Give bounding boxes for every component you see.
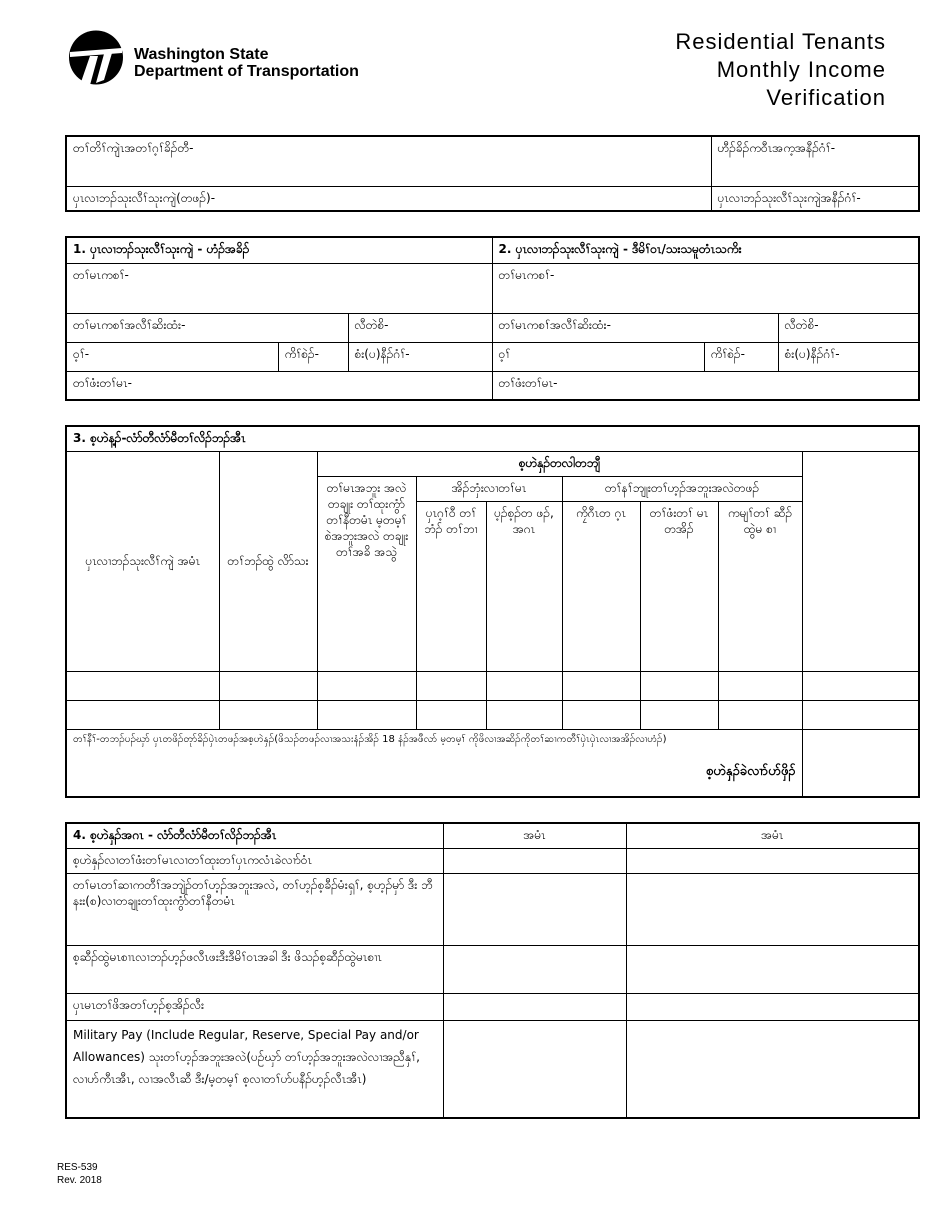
s2-zip-field[interactable] — [778, 342, 919, 371]
section2-heading: 2. ပှၤလၢဘၣ်သုးလီၢ်သုးကျဲ - ဒီမိၢ်ဝၤ/သးသမူတံၤသကိး — [492, 237, 919, 263]
table-cell[interactable] — [626, 848, 919, 873]
wsdot-logo-icon — [66, 30, 126, 85]
s1-state-label: ကိၢ်စဲၣ်- — [284, 346, 319, 361]
table-cell[interactable] — [443, 945, 626, 993]
table-cell[interactable] — [626, 945, 919, 993]
s1-state-field[interactable] — [278, 342, 348, 371]
s1-phone-label: လီတဲစိ- — [354, 317, 389, 332]
row-employment-income: စ့ဟဲနှၣ်လၢတၢ်ဖံးတၢ်မၤလၢတၢ်ထုးတၢ်ပှၤကလံၤခဲလၢာ်ဝံၤ — [66, 848, 443, 873]
col-blank — [802, 451, 919, 671]
col-support: ကမျၢ်တၢ် ဆီၣ်ထွဲမ စၢ — [718, 501, 802, 671]
s1-job-title-field[interactable] — [66, 371, 492, 400]
table-cell[interactable] — [443, 1020, 626, 1118]
table-row — [66, 671, 919, 700]
col-pension: ပ့ၣ်စ့ၣ်တ ဖၣ်, အဂၤ — [486, 501, 562, 671]
employer-table — [65, 236, 920, 401]
parcel-number-field[interactable] — [711, 136, 919, 186]
table-row — [66, 700, 919, 729]
displacee-number-label: ပှၤလၢဘၣ်သုးလီၢ်သုးကျဲအနီၣ်ဂံၢ်- — [717, 190, 861, 205]
table-cell[interactable] — [443, 993, 626, 1020]
s2-employer-address-label: တၢ်မၤကစၢ်အလီၢ်ဆိးထံး- — [498, 317, 611, 332]
table-cell[interactable] — [317, 671, 416, 700]
section4-table — [65, 822, 920, 1119]
agency-name — [134, 46, 359, 80]
section3-heading: 3. စ့ဟဲန့ၣ်-လံာ်တီလံာ်မီတၢ်လိၣ်ဘၣ်အီၤ — [66, 426, 919, 451]
agency-line2: Department of Transportation — [134, 63, 359, 80]
table-cell[interactable] — [66, 700, 219, 729]
form-footer — [57, 1161, 102, 1187]
table-cell[interactable] — [416, 700, 486, 729]
table-cell[interactable] — [626, 873, 919, 945]
total-income-label: စ့ဟဲနှၣ်ခဲလၢာ်ဟ်ဖှိၣ် — [705, 763, 796, 779]
table-cell[interactable] — [802, 671, 919, 700]
table-cell[interactable] — [219, 700, 317, 729]
table-cell[interactable] — [486, 700, 562, 729]
s2-city-label: ဝ့ၢ် — [498, 346, 511, 361]
s2-employer-label: တၢ်မၤကစၢ်- — [498, 267, 555, 282]
table-cell[interactable] — [802, 700, 919, 729]
s1-job-title-label: တၢ်ဖံးတၢ်မၤ- — [73, 375, 132, 390]
s2-phone-label: လီတဲစိ- — [784, 317, 819, 332]
row-overtime: တၢ်မၤတၢ်ဆၢကတီၢ်အဘျဲၣ်တၢ်ဟ့ၣ်အဘူးအလဲ, တၢ်ဟ့ၣ်စ့ခီၣ်မံးရှၢ်, စ့ဟ့ၣ်မှာ် ဒီး ဘီနးး(စ)လၢတချုးတၢ်ထုးကွံာ်တၢ်နီတမံၤ — [66, 873, 443, 945]
name-col1-header: အမံၤ — [443, 823, 626, 848]
s2-employer-field[interactable] — [492, 263, 919, 313]
form-title — [586, 28, 886, 112]
col-relationship: တၢ်ဘၣ်ထွဲ လိာ်သး — [219, 451, 317, 671]
title-line2: Monthly Income — [716, 57, 886, 82]
table-cell[interactable] — [443, 848, 626, 873]
parcel-number-label: ဟီၣ်ခိၣ်ကဝီၤအက့အနီၣ်ဂံၢ်- — [717, 141, 836, 155]
table-cell[interactable] — [562, 700, 640, 729]
table-cell[interactable] — [626, 1020, 919, 1118]
section4-heading: 4. စ့ဟဲနှၣ်အဂၤ - လံာ်တီလံာ်မီတၢ်လိၣ်ဘၣ်အီၤ — [66, 823, 443, 848]
s2-job-title-field[interactable] — [492, 371, 919, 400]
form-number: RES-539 — [57, 1162, 98, 1173]
total-income-field[interactable] — [802, 729, 919, 797]
s2-zip-label: စံး(ပ)နီၣ်ဂံၢ်- — [784, 346, 840, 361]
row-alimony: စ့ဆီၣ်ထွဲမၤစၢၤလၢဘၣ်ဟ့ၣ်ဖလီၤဖးဒီးဒီမိၢ်ဝၤအခါ ဒီး ဖိသၣ်စ့ဆီၣ်ထွဲမၤစၢၤ — [66, 945, 443, 993]
s2-state-label: ကိၢ်စဲၣ်- — [710, 346, 745, 361]
displacee-name-label: ပှၤလၢဘၣ်သုးလီၢ်သုးကျဲ(တဖၣ်)- — [73, 190, 216, 205]
table-cell[interactable] — [416, 671, 486, 700]
s2-employer-address-field[interactable] — [492, 313, 778, 342]
table-cell[interactable] — [486, 671, 562, 700]
s2-state-field[interactable] — [704, 342, 778, 371]
table-cell[interactable] — [562, 671, 640, 700]
s1-employer-field[interactable] — [66, 263, 492, 313]
wsdot-logo — [66, 30, 126, 85]
s1-city-label: ဝ့ၢ်- — [73, 346, 90, 361]
table-cell[interactable] — [443, 873, 626, 945]
s1-phone-field[interactable] — [348, 313, 492, 342]
s2-job-title-label: တၢ်ဖံးတၢ်မၤ- — [498, 375, 558, 390]
title-line1: Residential Tenants — [675, 29, 886, 54]
table-cell[interactable] — [718, 700, 802, 729]
s1-zip-field[interactable] — [348, 342, 492, 371]
col-welfare: ကၠိဂီၤတ ဂ့ၤ — [562, 501, 640, 671]
agency-line1: Washington State — [134, 46, 269, 63]
table-cell[interactable] — [640, 700, 718, 729]
household-statement: တၢ်နီၢ်-တဘၣ်ပၣ်ဃှာ် ပှၤတဖိၣ်တုာ်ခိၣ်ပှဲၤတဖၣ်အစ့ဟဲနှၣ်(ဖိသၣ်တဖၣ်လၢအသးနံၣ်အိၣ် 18 နံၣ်အဖီလာ် မ့တမ့ၢ် ကိုဖိလၢအဆိၣ်ကိုတၢ်ဆၢကတီၢ်ပှဲၤပှဲၤလၢအအိၣ်လၢဟံၣ်) — [73, 733, 667, 745]
section3-table — [65, 425, 920, 798]
s1-employer-address-label: တၢ်မၤကစၢ်အလီၢ်ဆိးထံး- — [73, 317, 186, 332]
s1-employer-address-field[interactable] — [66, 313, 348, 342]
col-unemployment: တၢ်ဖံးတၢ် မၤတအိၣ် — [640, 501, 718, 671]
project-name-label: တၢ်တိၢ်ကျဲၤအတၢ်ဂ့ၢ်ခိၣ်တီ- — [73, 141, 194, 155]
row-worker-comp: ပှၤမၤတၢ်ဖိအတၢ်ဟ့ၣ်စ့အိၣ်လီး — [66, 993, 443, 1020]
s1-employer-label: တၢ်မၤကစၢ်- — [73, 267, 129, 282]
table-cell[interactable] — [317, 700, 416, 729]
section1-heading: 1. ပှၤလၢဘၣ်သုးလီၢ်သုးကျဲ - ဟံၣ်အခိၣ် — [66, 237, 492, 263]
table-cell[interactable] — [626, 993, 919, 1020]
group-monthly-income: စ့ဟဲနှၣ်တလါတဘျီ — [317, 451, 802, 476]
s2-phone-field[interactable] — [778, 313, 919, 342]
group-other-income: တၢ်နၢ်ဘျုးတၢ်ဟ့ၣ်အဘူးအလဲတဖၣ် — [562, 476, 802, 501]
col-wages: တၢ်မၤအဘူး အလဲတချုး တၢ်ထုးကွံာ် တၢ်နီတမံၤ မ့တမ့ၢ် စဲအဘူးအလဲ တချုးတၢ်အခိ အသွဲ — [317, 476, 416, 671]
table-cell[interactable] — [219, 671, 317, 700]
statement-cell — [66, 729, 802, 797]
s1-city-field[interactable] — [66, 342, 278, 371]
row-military-pay: Military Pay (Include Regular, Reserve, Special Pay and/or Allowances) သုးတၢ်ဟ့ၣ်အဘူးအလဲ(ပဉ်ဃှာ် တၢ်ဟ့ၣ်အဘူးအလဲလၢအညီနှၢ်, လၢဟ်ကီၤအီၤ, လၢအလီၤဆီ ဒီး/မ့တမ့ၢ် စ့လၢတၢ်ပာ်ပနီၣ်ဟ့ၣ်လီၤအီၤ) — [66, 1020, 443, 1118]
col-social-security: ပှၤဂ့ၢ်ဝီ တၢ်ဘံၣ် တၢ်ဘၢ — [416, 501, 486, 671]
table-cell[interactable] — [66, 671, 219, 700]
displacee-name-field[interactable] — [66, 186, 711, 211]
name-col2-header: အမံၤ — [626, 823, 919, 848]
s1-zip-label: စံး(ပ)နီၣ်ဂံၢ်- — [354, 346, 410, 361]
table-cell[interactable] — [718, 671, 802, 700]
s2-city-field[interactable] — [492, 342, 704, 371]
title-line3: Verification — [766, 85, 886, 110]
table-cell[interactable] — [640, 671, 718, 700]
group-self-employment: အိၣ်ဘှံးလၢတၢ်မၤ — [416, 476, 562, 501]
col-displacee-name: ပှၤလၢဘၣ်သုးလီၢ်ကျဲ အမံၤ — [66, 451, 219, 671]
displacee-number-field[interactable] — [711, 186, 919, 211]
project-name-field[interactable] — [66, 136, 711, 186]
form-revision: Rev. 2018 — [57, 1175, 102, 1186]
project-info-table — [65, 135, 920, 212]
